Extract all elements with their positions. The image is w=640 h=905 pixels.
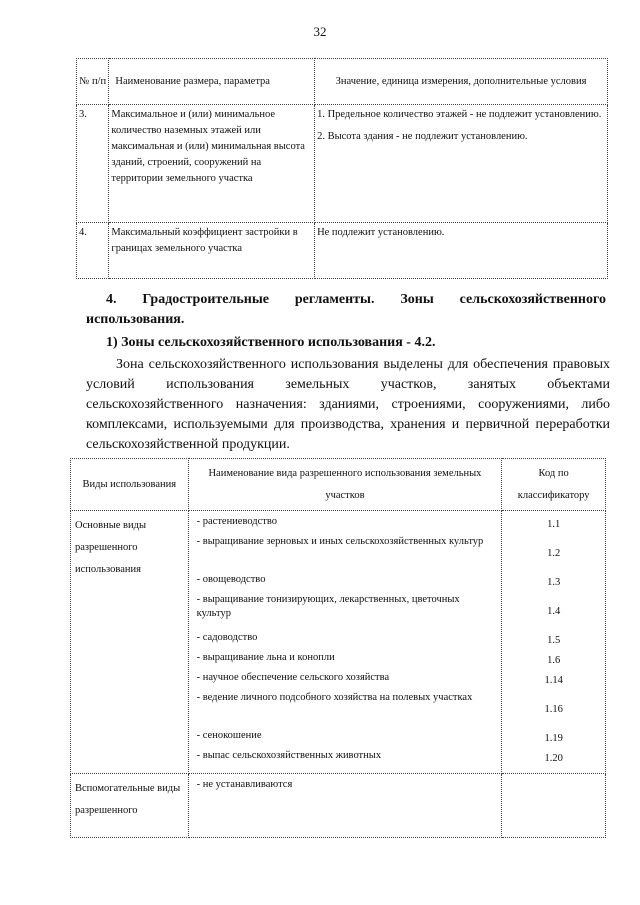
list-item: - ведение личного подсобного хозяйства на полевых участках	[196, 692, 473, 703]
list-item: - выращивание льна и конопли	[196, 652, 335, 663]
row-name: Максимальное и (или) минимальное количество наземных этажей или максимальная и (или) минимальная высота зданий, строений, сооружений на территории земельного участка	[109, 105, 315, 223]
row-num: 4.	[77, 223, 109, 279]
use-type-aux: Вспомогательные виды разрешенного	[71, 774, 189, 838]
row-num: 3.	[77, 105, 109, 223]
list-item: - выращивание зерновых и иных сельскохозяйственных культур	[196, 536, 484, 547]
code-item: 1.3	[547, 577, 561, 588]
codes-list	[502, 774, 606, 838]
table-row	[71, 511, 606, 774]
value-line: Не подлежит установлению.	[317, 227, 445, 238]
uses-list	[188, 511, 502, 774]
code-item: 1.16	[544, 704, 563, 715]
list-item: - выпас сельскохозяйственных животных	[196, 750, 382, 761]
code-item: 1.19	[544, 733, 563, 744]
code-item: 1.2	[547, 548, 561, 559]
list-item: - садоводство	[196, 632, 258, 643]
list-item: - растениеводство	[196, 516, 278, 527]
row-value	[315, 105, 608, 223]
header-value: Значение, единица измерения, дополнительные условия	[315, 59, 608, 105]
table-row	[77, 223, 608, 279]
code-item: 1.1	[547, 519, 561, 530]
table-header-row	[77, 59, 608, 105]
header-num: № п/п	[77, 59, 109, 105]
uses-list	[188, 774, 502, 838]
table-row	[77, 105, 608, 223]
header-use-name: Наименование вида разрешенного использования земельных участков	[188, 459, 502, 511]
code-item: 1.14	[544, 675, 563, 686]
list-item: - научное обеспечение сельского хозяйства	[196, 672, 390, 683]
intro-paragraph: Зона сельскохозяйственного использования выделены для обеспечения правовых условий использования земельных участков, занятых объектами сельскохозяйственного назначения: зданиями, строениями, сооружениями, либо комплексами, используемыми для производства, хранения и первичной переработки сельскохозяйственной продукции.	[86, 357, 610, 452]
list-item: - сенокошение	[196, 730, 262, 741]
sub-heading: 1) Зоны сельскохозяйственного использования - 4.2.	[106, 335, 436, 350]
code-item: 1.5	[547, 635, 561, 646]
table-row	[71, 774, 606, 838]
list-item: - овощеводство	[196, 574, 266, 585]
value-line: 1. Предельное количество этажей - не подлежит установлению.	[317, 109, 602, 120]
code-item: 1.20	[544, 753, 563, 764]
row-name: Максимальный коэффициент застройки в границах земельного участка	[109, 223, 315, 279]
row-value	[315, 223, 608, 279]
code-item: 1.6	[547, 655, 561, 666]
section-heading: 4. Градостроительные регламенты. Зоны сельскохозяйственного использования.	[86, 292, 606, 327]
parameters-table	[76, 58, 608, 279]
table-header-row	[71, 459, 606, 511]
value-line: 2. Высота здания - не подлежит установлению.	[317, 131, 528, 142]
code-item: 1.4	[547, 606, 561, 617]
header-name: Наименование размера, параметра	[109, 59, 315, 105]
use-type-main: Основные виды разрешенного использования	[71, 511, 189, 774]
list-item: - не устанавливаются	[196, 779, 293, 790]
permitted-uses-table	[70, 458, 606, 838]
codes-list	[502, 511, 606, 774]
header-code: Код по классификатору	[502, 459, 606, 511]
page-number: 32	[313, 24, 327, 39]
list-item: - выращивание тонизирующих, лекарственных, цветочных культур	[196, 594, 460, 619]
header-type: Виды использования	[71, 459, 189, 511]
